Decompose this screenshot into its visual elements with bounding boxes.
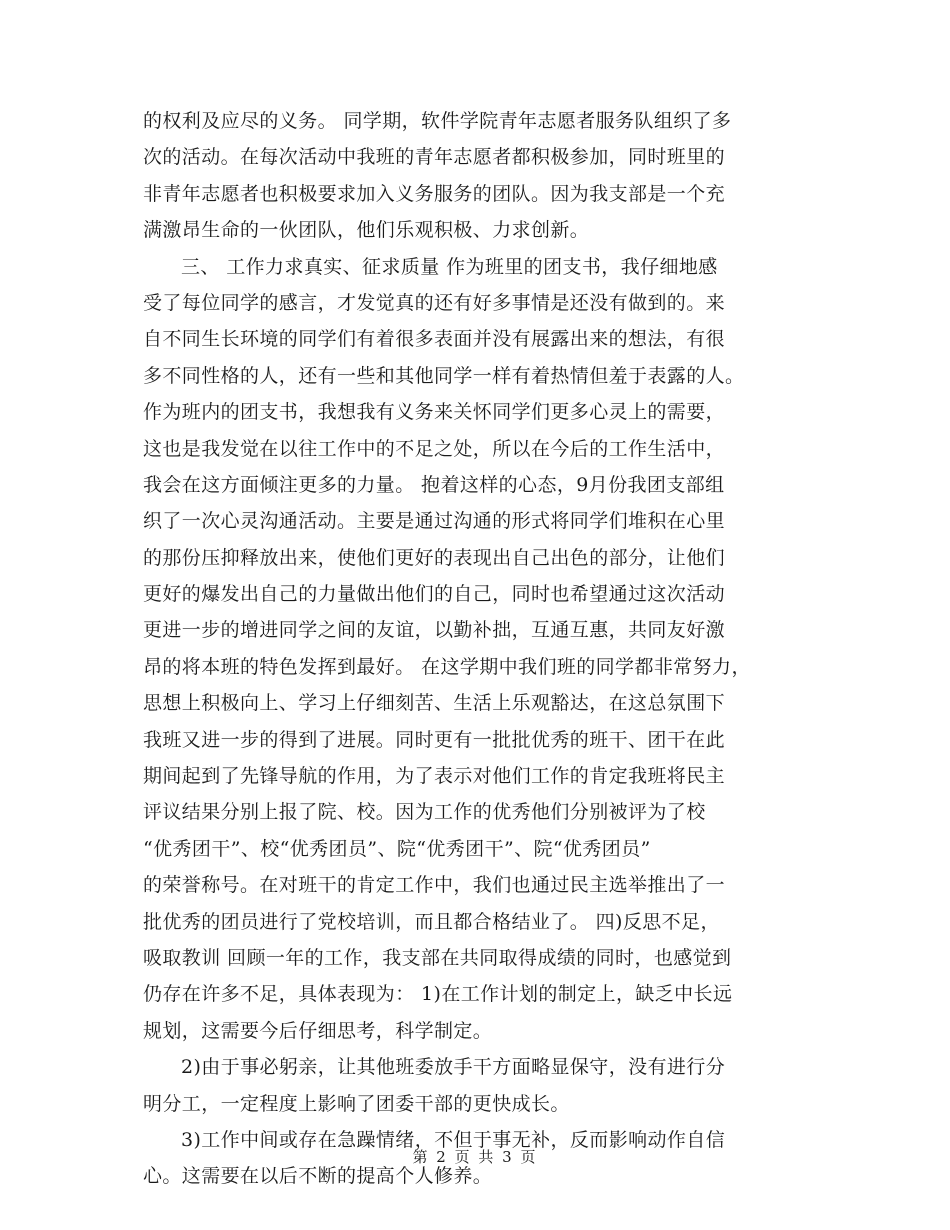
text-line: 明分工，一定程度上影响了团委干部的更快成长。 xyxy=(143,1092,570,1115)
page-number-footer: 第 2 页 共 3 页 xyxy=(412,1148,538,1166)
text-line: 的荣誉称号。在对班干的肯定工作中，我们也通过民主选举推出了一 xyxy=(143,874,726,897)
text-line: 次的活动。在每次活动中我班的青年志愿者都积极参加，同时班里的 xyxy=(143,146,726,169)
text-line: 这也是我发觉在以往工作中的不足之处，所以在今后的工作生活中， xyxy=(143,437,726,460)
text-line: 自不同生长环境的同学们有着很多表面并没有展露出来的想法，有很 xyxy=(143,328,726,351)
text-line: 思想上积极向上、学习上仔细刻苦、生活上乐观豁达，在这总氛围下 xyxy=(143,692,726,715)
text-line: “优秀团干”、校“优秀团员”、院“优秀团干”、院“优秀团员” xyxy=(143,837,651,860)
text-line: 我班又进一步的得到了进展。同时更有一批批优秀的班干、团干在此 xyxy=(143,728,726,751)
text-line: 3)工作中间或存在急躁情绪，不但于事无补，反而影响动作自信 xyxy=(181,1128,726,1151)
text-line: 2)由于事必躬亲，让其他班委放手干方面略显保守，没有进行分 xyxy=(181,1056,726,1079)
text-line: 非青年志愿者也积极要求加入义务服务的团队。因为我支部是一个充 xyxy=(143,182,726,205)
text-line: 仍存在许多不足，具体表现为： 1)在工作计划的制定上，缺乏中长远 xyxy=(143,983,733,1006)
text-line: 满激昂生命的一伙团队，他们乐观积极、力求创新。 xyxy=(143,219,590,242)
text-line: 规划，这需要今后仔细思考，科学制定。 xyxy=(143,1019,493,1042)
text-line: 更好的爆发出自己的力量做出他们的自己，同时也希望通过这次活动 xyxy=(143,583,726,606)
text-line: 织了一次心灵沟通活动。主要是通过沟通的形式将同学们堆积在心里 xyxy=(143,510,726,533)
text-line: 作为班内的团支书，我想我有义务来关怀同学们更多心灵上的需要， xyxy=(143,401,726,424)
text-line: 批优秀的团员进行了党校培训，而且都合格结业了。 四)反思不足， xyxy=(143,910,720,933)
text-line: 受了每位同学的感言，才发觉真的还有好多事情是还没有做到的。来 xyxy=(143,291,726,314)
text-line: 评议结果分别上报了院、校。因为工作的优秀他们分别被评为了校 xyxy=(143,801,706,824)
text-line: 心。这需要在以后不断的提高个人修养。 xyxy=(143,1165,493,1188)
document-body xyxy=(143,103,823,1195)
text-line: 吸取教训 回顾一年的工作，我支部在共同取得成绩的同时，也感觉到 xyxy=(143,946,732,969)
text-line: 我会在这方面倾注更多的力量。 抱着这样的心态，9月份我团支部组 xyxy=(143,473,725,496)
text-line: 昂的将本班的特色发挥到最好。 在这学期中我们班的同学都非常努力， xyxy=(143,655,751,678)
text-line: 多不同性格的人，还有一些和其他同学一样有着热情但羞于表露的人。 xyxy=(143,364,745,387)
text-line: 期间起到了先锋导航的作用，为了表示对他们工作的肯定我班将民主 xyxy=(143,765,726,788)
text-line: 的权利及应尽的义务。 同学期，软件学院青年志愿者服务队组织了多 xyxy=(143,110,732,132)
text-line: 三、 工作力求真实、征求质量 作为班里的团支书，我仔细地感 xyxy=(181,255,718,278)
text-line: 更进一步的增进同学之间的友谊，以勤补拙，互通互惠，共同友好激 xyxy=(143,619,726,642)
text-line: 的那份压抑释放出来，使他们更好的表现出自己出色的部分，让他们 xyxy=(143,546,726,569)
